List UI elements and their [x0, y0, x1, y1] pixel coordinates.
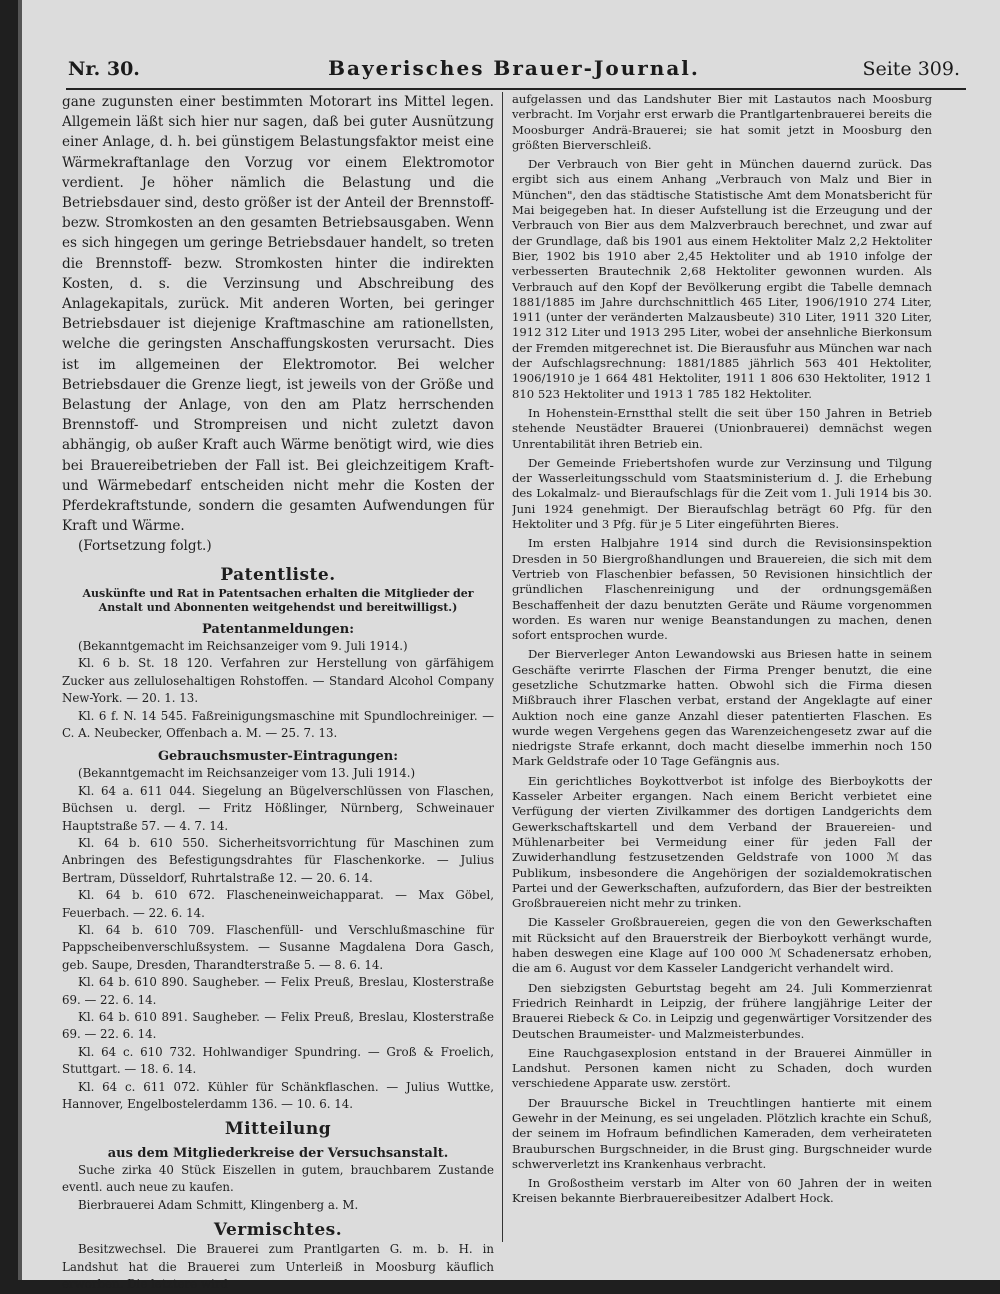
- journal-title: Bayerisches Brauer-Journal.: [328, 56, 700, 80]
- utility-model-entry: Kl. 64 b. 610 550. Sicherheitsvorrichtung für Maschinen zum Anbringen des Befestigungsdrahtes für Flaschenkorke. — Julius Bertram, Düsseldorf, Ruhrtalstraße 12. — 20. 6. 14.: [62, 835, 494, 885]
- patent-applications-heading: Patentanmeldungen:: [201, 621, 355, 637]
- continuation-note: (Fortsetzung folgt.): [78, 538, 212, 555]
- news-item: In Hohenstein-Ernstthal stellt die seit über 150 Jahren in Betrieb stehende Neustädter Brauerei (Unionbrauerei) demnächst wegen Unrentabilität ihren Betrieb ein.: [512, 405, 932, 451]
- utility-model-entry: Kl. 64 b. 610 672. Flascheneinweichapparat. — Max Göbel, Feuerbach. — 22. 6. 14.: [62, 888, 494, 920]
- intro-paragraph: gane zugunsten einer bestimmten Motorart ins Mittel legen. Allgemein läßt sich hier nur sagen, daß bei guter Ausnützung einer Anlage, d. h. bei günstigem Belastungsfaktor meist eine Wärmekraftanlage den Vorzug vor einem Elektromotor verdient. Je höher nämlich die Belastung und die Betriebsdauer sind, desto größer ist der Anteil der Brennstoff- bezw. Stromkosten an den gesamten Betriebsausgaben. Wenn es sich hingegen um geringe Betriebsdauer handelt, so treten die Brennstoff- bezw. Stromkosten hinter die indirekten Kosten, d. s. die Verzinsung und Abschreibung des Anlagekapitals, zurück. Mit anderen Worten, bei geringer Betriebsdauer ist diejenige Kraftmaschine am rationellsten, welche die geringsten Anschaffungskosten verursacht. Dies ist im allgemeinen der Elektromotor. Bei welcher Betriebsdauer die Grenze liegt, ist jeweils von der Größe und Belastung der Anlage, von den am Platz herrschenden Brennstoff- und Strompreisen und nicht zuletzt davon abhängig, ob außer Kraft auch Wärme benötigt wird, wie dies bei Brauereibetrieben der Fall ist. Bei gleichzeitigem Kraft- und Wärmebedarf entscheiden nicht mehr die Kosten der Pferdekraftstunde, sondern die gesamten Aufwendungen für Kraft und Wärme.: [62, 94, 494, 535]
- news-item: Der Gemeinde Friebertshofen wurde zur Verzinsung und Tilgung der Wasserleitungsschuld vom Staatsministerium d. J. die Erhebung des Lokalmalz- und Bieraufschlags für die Zeit vom 1. Juli 1914 bis 30. Juni 1924 genehmigt. Der Bieraufschlag beträgt 60 Pfg. für den Hektoliter und 3 Pfg. für je 5 Liter eingeführten Bieres.: [512, 455, 932, 532]
- header-rule: [66, 88, 966, 90]
- news-item: aufgelassen und das Landshuter Bier mit Lastautos nach Moosburg verbracht. Im Vorjahr erst erwarb die Prantlgartenbrauerei bereits die Moosburger Andrä-Brauerei; sie hat somit jetzt in Moosburg den größten Bierverschleiß.: [512, 92, 932, 152]
- utility-model-entry: Kl. 64 a. 611 044. Siegelung an Bügelverschlüssen von Flaschen, Büchsen u. dergl. — Fritz Hößlinger, Nürnberg, Schweinauer Hauptstraße 57. — 4. 7. 14.: [62, 783, 494, 833]
- news-item: Der Bierverleger Anton Lewandowski aus Briesen hatte in seinem Geschäfte verirrte Flaschen der Firma Prenger benutzt, die eine gesetzliche Schutzmarke hatten. Obwohl sich die Firma diesen Mißbrauch ihrer Flaschen verbat, erstand der Angeklagte auf einer Auktion noch eine ganze Anzahl dieser patentierten Flaschen. Es wurde wegen Vergehens gegen das Warenzeichengesetz zwar auf die niedrigste Strafe erkannt, doch macht dieselbe immerhin noch 150 Mark Geldstrafe oder 10 Tage Gefängnis aus.: [512, 647, 932, 769]
- miscellaneous-title: Vermischtes.: [213, 1220, 343, 1241]
- utility-model-entry: Kl. 64 b. 610 709. Flaschenfüll- und Verschlußmaschine für Pappscheibenverschlußsystem. — Susanne Magdalena Dora Gasch, geb. Saupe, Dresden, Tharandterstraße 5. — 8. 6. 14.: [62, 922, 494, 972]
- patent-entry: Kl. 6 f. N. 14 545. Faßreinigungsmaschine mit Spundlochreiniger. — C. A. Neubecker, Offenbach a. M. — 25. 7. 13.: [62, 708, 494, 740]
- utility-model-entry: Kl. 64 c. 611 072. Kühler für Schänkflaschen. — Julius Wuttke, Hannover, Engelbostelerdamm 136. — 10. 6. 14.: [62, 1079, 494, 1112]
- news-item: In Großostheim verstarb im Alter von 60 Jahren der in weiten Kreisen bekannte Bierbrauereibesitzer Adalbert Hock.: [512, 1176, 932, 1206]
- issue-number: Nr. 30.: [68, 58, 140, 80]
- patent-list-subtitle: Auskünfte und Rat in Patentsachen erhalten die Mitglieder der Anstalt und Abonnenten weitgehendst und bereitwilligst.): [82, 586, 474, 614]
- news-item: Den siebzigsten Geburtstag begeht am 24. Juli Kommerzienrat Friedrich Reinhardt in Leipzig, der frühere langjährige Leiter der Brauerei Riebeck & Co. in Leipzig und gegenwärtiger Vorsitzender des Deutschen Braumeister- und Malzmeisterbundes.: [512, 980, 932, 1041]
- announcement-subtitle: aus dem Mitgliederkreise der Versuchsanstalt.: [107, 1145, 449, 1161]
- utility-model-entry: Kl. 64 b. 610 891. Saugheber. — Felix Preuß, Breslau, Klosterstraße 69. — 22. 6. 14.: [62, 1010, 494, 1042]
- newspaper-page: [18, 0, 1000, 1292]
- news-item: Eine Rauchgasexplosion entstand in der Brauerei Ainmüller in Landshut. Personen kamen nicht zu Schaden, doch wurden verschiedene Apparate usw. zerstört.: [512, 1045, 932, 1091]
- utility-model-entry: Kl. 64 c. 610 732. Hohlwandiger Spundring. — Groß & Froelich, Stuttgart. — 18. 6. 14.: [62, 1044, 494, 1077]
- miscellaneous-text: Besitzwechsel. Die Brauerei zum Prantlgarten G. m. b. H. in Landshut hat die Brauerei zum Unterleiß in Moosburg käuflich erworben. Die letztere wird: [62, 1242, 494, 1292]
- news-item: Der Verbrauch von Bier geht in München dauernd zurück. Das ergibt sich aus einem Anhang „Verbrauch von Malz und Bier in München", den das städtische Statistische Amt dem Monatsbericht für Mai beigegeben hat. In dieser Aufstellung ist die Erzeugung und der Verbrauch von Bier aus dem Malzverbrauch berechnet, und zwar auf der Grundlage, daß bis 1901 aus einem Hektoliter Malz 2,2 Hektoliter Bier, 1902 bis 1910 aber 2,45 Hektoliter und ab 1910 infolge der verbesserten Brautechnik 2,68 Hektoliter gewonnen wurden. Als Verbrauch auf den Kopf der Bevölkerung ergibt die Tabelle demnach 1881/1885 im Jahre durchschnittlich 465 Liter, 1906/1910 274 Liter, 1911 (unter der veränderten Malzausbeute) 310 Liter, 1911 320 Liter, 1912 312 Liter und 1913 295 Liter, wobei der ansehnliche Bierkonsum der Fremden mitgerechnet ist. Die Bierausfuhr aus München war nach der Aufschlagsrechnung: 1881/1885 jährlich 563 401 Hektoliter, 1906/1910 je 1 664 481 Hektoliter, 1911 1 806 630 Hektoliter, 1912 1 810 523 Hektoliter und 1913 1 785 182 Hektoliter.: [512, 157, 932, 401]
- patent-list-title: Patentliste.: [220, 564, 336, 585]
- news-item: Im ersten Halbjahre 1914 sind durch die Revisionsinspektion Dresden in 50 Biergroßhandlungen und Brauereien, die sich mit dem Vertrieb von Flaschenbier befassen, 50 Revisionen hinsichtlich der gründlichen Flaschenreinigung und der ordnungsgemäßen Beschaffenheit der dazu benutzten Geräte und Räume vorgenommen worden. Es waren nur wenige Beanstandungen zu machen, denen sofort entsprochen wurde.: [512, 536, 932, 643]
- utility-model-heading: Gebrauchsmuster-Eintragungen:: [157, 749, 399, 765]
- page-number: Seite 309.: [862, 58, 960, 80]
- news-item: Der Brauursche Bickel in Treuchtlingen hantierte mit einem Gewehr in der Meinung, es sei ungeladen. Plötzlich krachte ein Schuß, der seinem im Hofraum befindlichen Kameraden, dem verheirateten Brauburschen Burgschneider, in die Brust ging. Burgschneider wurde schwerverletzt ins Krankenhaus verbracht.: [512, 1095, 932, 1171]
- announcement-signature: Bierbrauerei Adam Schmitt, Klingenberg a. M.: [78, 1197, 359, 1212]
- news-item: Ein gerichtliches Boykottverbot ist infolge des Bierboykotts der Kasseler Arbeiter ergangen. Nach einem Bericht verbietet eine Verfügung der vierten Zivilkammer des dortigen Landgerichts dem Gewerkschaftskartell und dem Verband der Brauereien- und Mühlenarbeiter bei Vermeidung einer für jeden Fall der Zuwiderhandlung festzusetzenden Geldstrafe von 1000 ℳ das Publikum, insbesondere die Angehörigen der sozialdemokratischen Partei und der Gewerkschaften, aufzufordern, das Bier der bestreikten Großbrauereien nicht mehr zu trinken.: [512, 773, 932, 911]
- patent-entry: Kl. 6 b. St. 18 120. Verfahren zur Herstellung von gärfähigem Zucker aus zellulosehaltigen Rohstoffen. — Standard Alcohol Company New-York. — 20. 1. 13.: [62, 656, 494, 706]
- announcement-title: Mitteilung: [224, 1119, 332, 1140]
- utility-model-date: (Bekanntgemacht im Reichsanzeiger vom 13. Juli 1914.): [78, 766, 416, 781]
- utility-model-entry: Kl. 64 b. 610 890. Saugheber. — Felix Preuß, Breslau, Klosterstraße 69. — 22. 6. 14.: [62, 975, 494, 1007]
- left-column: [62, 92, 494, 1294]
- page-header: [68, 56, 960, 86]
- news-item: Die Kasseler Großbrauereien, gegen die von den Gewerkschaften mit Rücksicht auf den Brauerstreik der Bierboykott verhängt wurde, haben deswegen eine Klage auf 100 000 ℳ Schadenersatz erhoben, die am 6. August vor dem Kasseler Landgericht verhandelt wird.: [512, 915, 932, 976]
- announcement-text: Suche zirka 40 Stück Eiszellen in gutem, brauchbarem Zustande eventl. auch neue zu kaufen.: [62, 1162, 494, 1195]
- patent-applications-date: (Bekanntgemacht im Reichsanzeiger vom 9. Juli 1914.): [78, 638, 408, 653]
- column-divider: [502, 92, 503, 1242]
- right-column: [512, 92, 932, 1211]
